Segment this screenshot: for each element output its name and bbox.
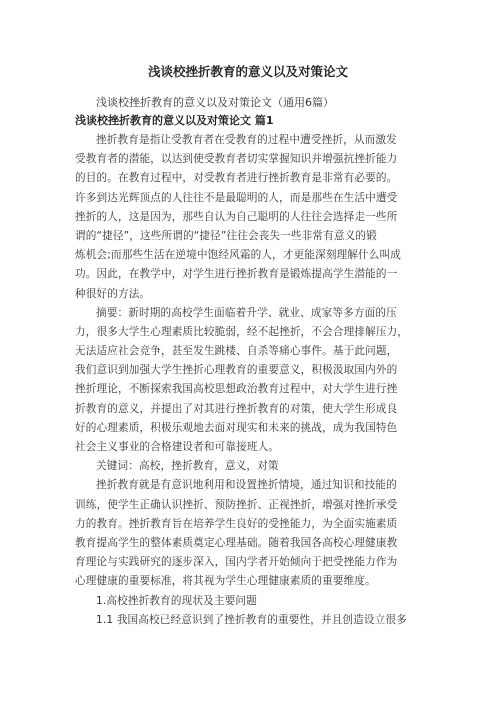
paragraph-line: 心理健康的重要标准，将其视为学生心理健康素质的重要维度。 (75, 575, 376, 588)
section-heading: 浅谈校挫折教育的意义以及对策论文 篇1 (75, 114, 274, 127)
paragraph-line: 挫折教育是指让受教育者在受教育的过程中遭受挫折，从而激发 (96, 134, 397, 146)
paragraph-line: 力，很多大学生心理素质比较脆弱，经不起挫折，不会合理排解压力， (75, 325, 409, 338)
paragraph-line: 社会主义事业的合格建设者和可靠接班人。 (75, 441, 280, 453)
paragraph-line: 挫折理论，不断探索我国高校思想政治教育过程中，对大学生进行挫 (75, 383, 398, 396)
paragraph-line: 种很好的方法。 (75, 287, 151, 300)
keywords-line: 关键词：高校，挫折教育，意义，对策 (96, 460, 279, 473)
paragraph-line: 炼机会;而那些生活在逆境中饱经风霜的人，才更能深刻理解什么叫成 (75, 249, 402, 262)
paragraph-line: 力的教育。挫折教育旨在培养学生良好的受挫能力，为全面实施素质 (75, 517, 398, 530)
paragraph-line: 教育提高学生的整体素质奠定心理基础。随着我国各高校心理健康教 (75, 536, 398, 549)
document-subtitle: 浅谈校挫折教育的意义以及对策论文（通用6篇） (96, 96, 334, 109)
subsection-heading: 1.高校挫折教育的现状及主要问题 (96, 594, 257, 607)
paragraph-line: 好的心理素质，积极乐观地去面对现实和未来的挑战，成为我国特色 (75, 421, 398, 434)
paragraph-line: 折教育的意义，并提出了对其进行挫折教育的对策，使大学生形成良 (75, 402, 398, 415)
paragraph-line: 1.1 我国高校已经意识到了挫折教育的重要性，并且创造设立很多 (96, 613, 407, 626)
body-text (75, 131, 425, 630)
paragraph-line: 训练，使学生正确认识挫折、预防挫折、正视挫折，增强对挫折承受 (75, 498, 398, 511)
paragraph-line: 受教育者的潜能，以达到使受教育者切实掌握知识并增强抗挫折能力 (75, 153, 398, 166)
document-title: 浅谈校挫折教育的意义以及对策论文 (147, 64, 348, 79)
paragraph-line: 育理论与实践研究的逐步深入，国内学者开始倾向于把受挫能力作为 (75, 556, 398, 569)
paragraph-line: 的目的。在教育过程中，对受教育者进行挫折教育是非常有必要的。 (75, 172, 398, 185)
paragraph-line: 摘要：新时期的高校学生面临着升学、就业、成家等多方面的压 (96, 306, 397, 319)
paragraph-line: 功。因此，在教学中，对学生进行挫折教育是锻炼提高学生潜能的一 (75, 268, 398, 281)
paragraph-line: 我们意识到加强大学生挫折心理教育的重要意义，积极汲取国内外的 (75, 364, 398, 377)
paragraph-line: 挫折教育就是有意识地利用和设置挫折情境，通过知识和技能的 (96, 479, 397, 492)
paragraph-line: 挫折的人，这是因为，那些自认为自己聪明的人往往会选择走一些所 (75, 210, 398, 223)
paragraph-line: 无法适应社会竞争，甚至发生跳楼、自杀等痛心事件。基于此问题， (75, 345, 398, 358)
paragraph-line: 许多到达光辉顶点的人往往不是最聪明的人，而是那些在生活中遭受 (75, 191, 398, 204)
paragraph-line: 谓的“捷径”，这些所谓的“捷径”往往会丧失一些非常有意义的锻 (75, 229, 377, 242)
